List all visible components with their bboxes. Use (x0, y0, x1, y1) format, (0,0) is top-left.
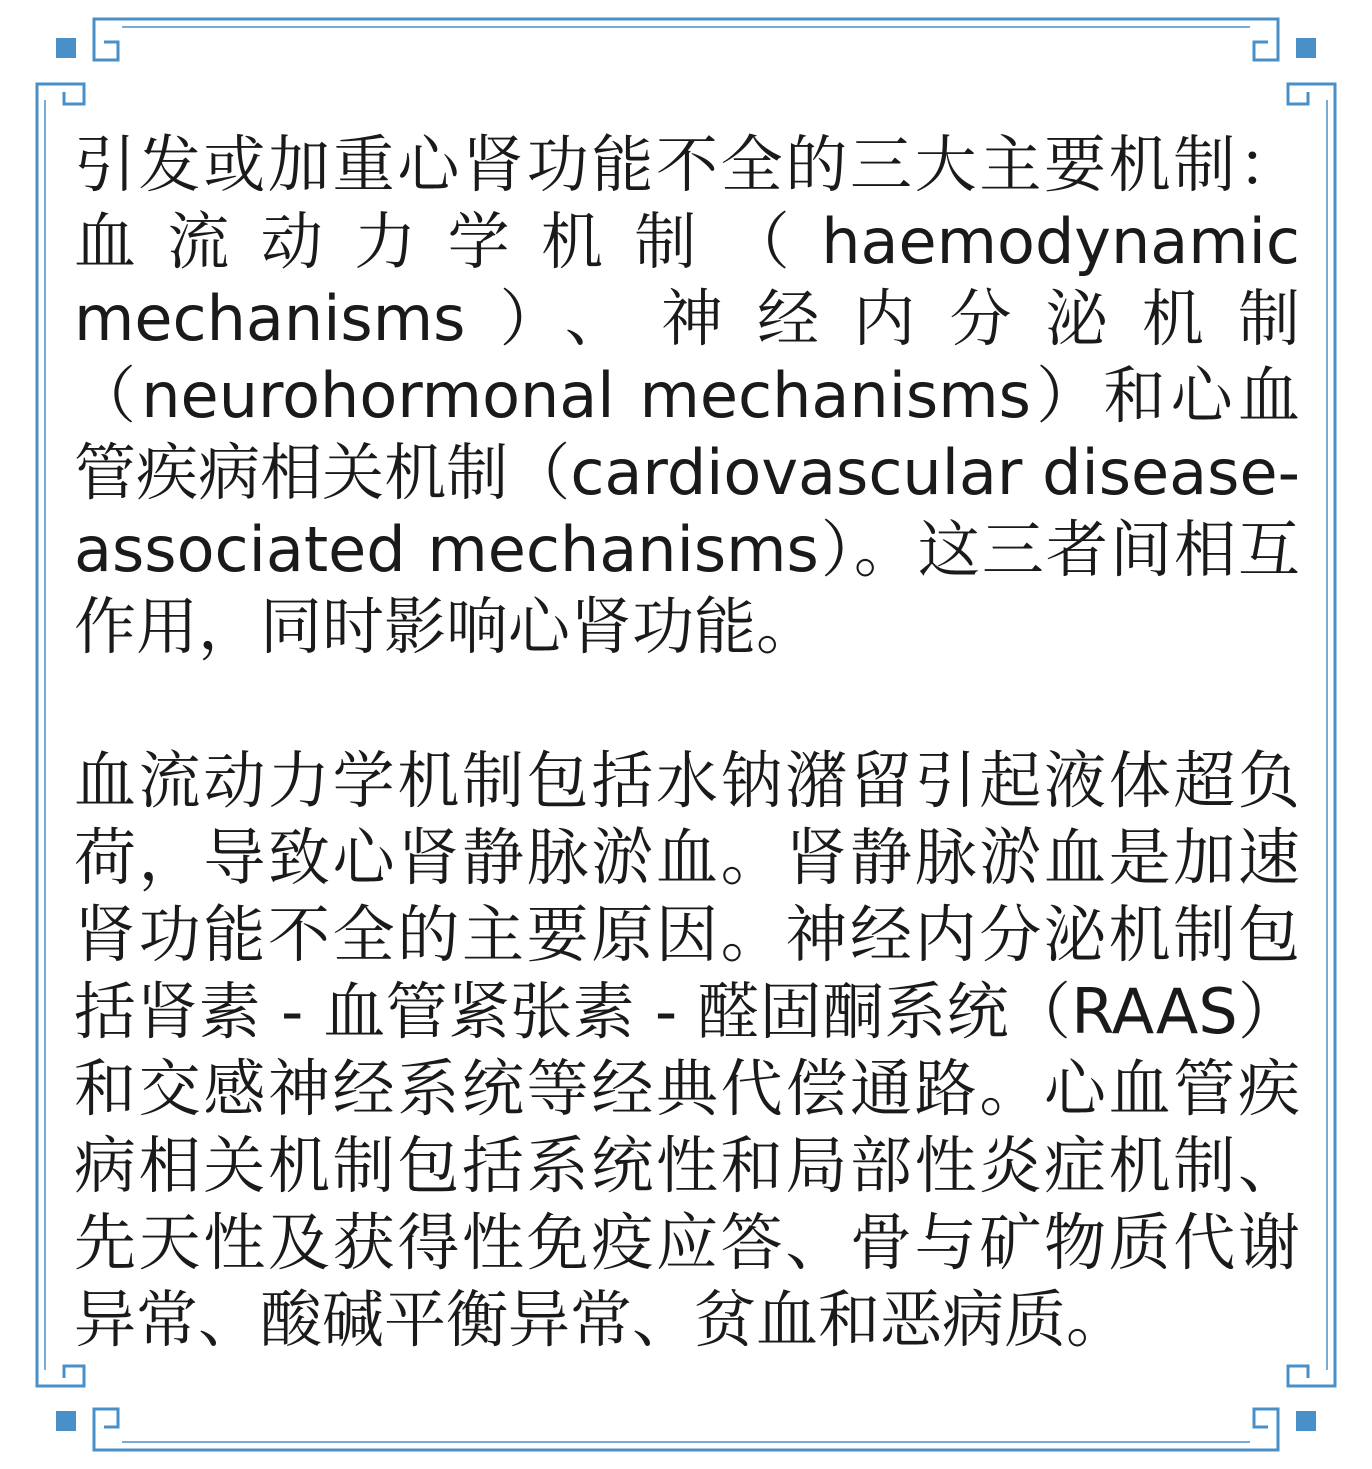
paragraph-mechanisms-detail: 血流动力学机制包括水钠潴留引起液体超负荷，导致心肾静脉淤血。肾静脉淤血是加速肾功能不全的主要原因。神经内分泌机制包括肾素 - 血管紧张素 - 醛固酮系统（RAAS）和交感神经系统等经典代偿通路。心血管疾病相关机制包括系统性和局部性炎症机制、先天性及获得性免疫应答、骨与矿物质代谢异常、酸碱平衡异常、贫血和恶病质。 (74, 744, 1300, 1356)
corner-ornament-top-right (1250, 19, 1335, 104)
corner-ornament-bottom-left (37, 1366, 122, 1450)
corner-ornament-top-left (37, 19, 122, 104)
paragraph-mechanisms-overview: 引发或加重心肾功能不全的三大主要机制：血流动力学机制（haemodynamic mechanisms）、神经内分泌机制（neurohormonal mechanisms）和心血管疾病相关机制（cardiovascular disease-associated mechanisms）。这三者间相互作用，同时影响心肾功能。 (74, 128, 1300, 663)
corner-ornament-bottom-right (1250, 1366, 1335, 1450)
document-body (74, 126, 1300, 1358)
